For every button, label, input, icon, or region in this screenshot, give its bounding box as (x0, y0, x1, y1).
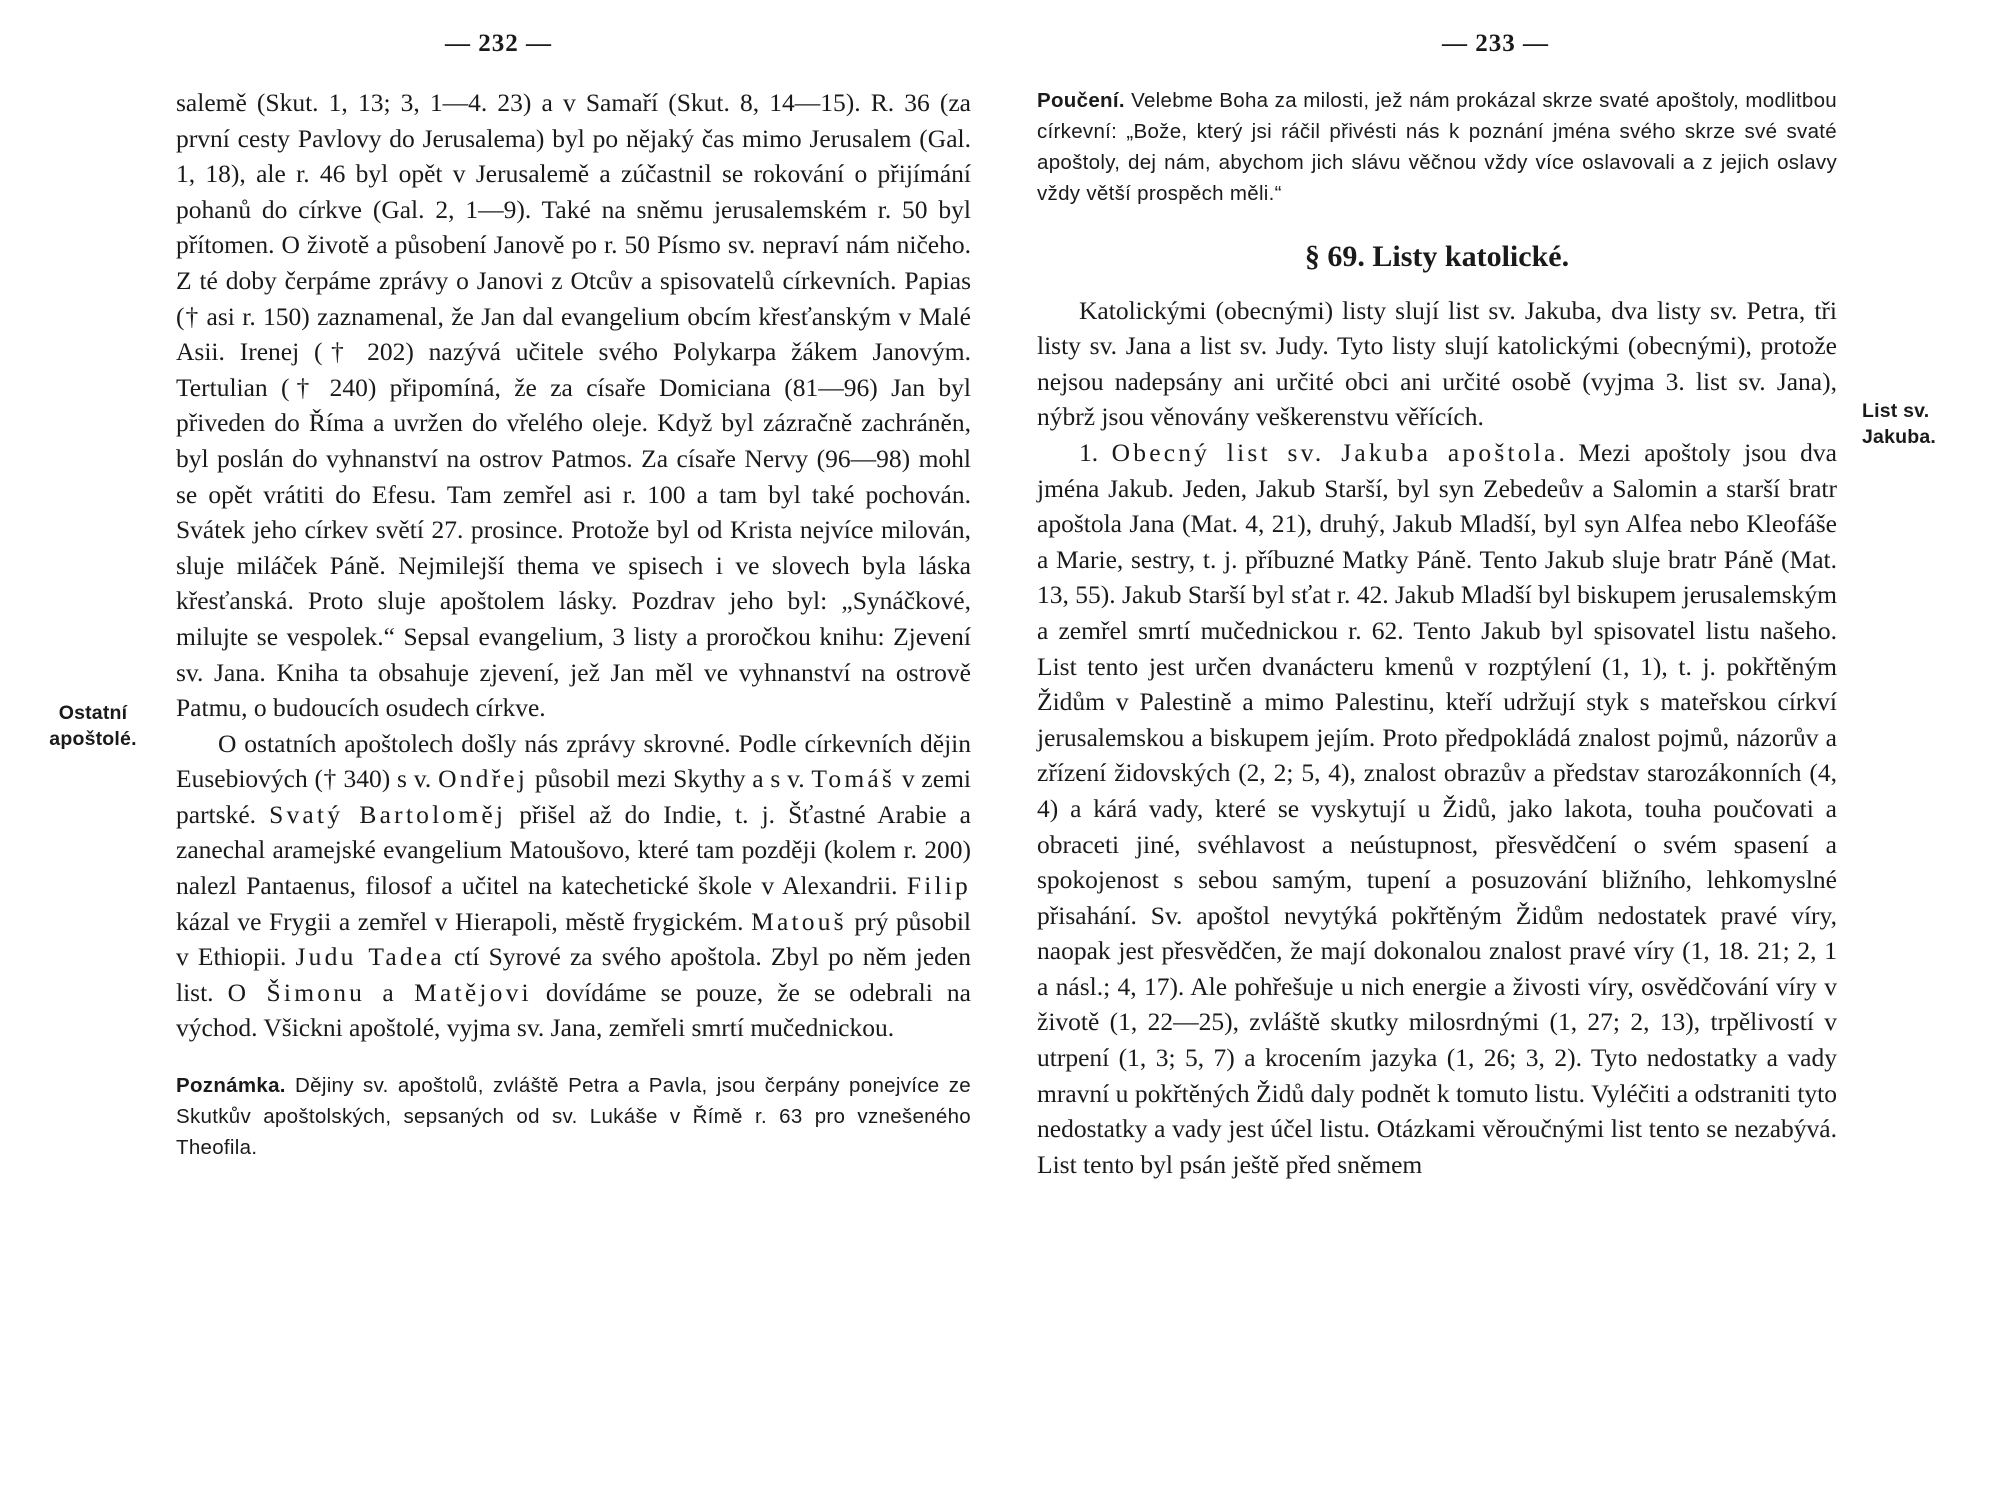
paragraph-james-letter (1037, 435, 1837, 1182)
text-run: v zemi partské. (176, 764, 971, 829)
text-run: dovídáme se pouze, že se odebrali na východ. Všickni apoštolé, vyjma sv. Jana, zemřeli smrtí mučednickou. (176, 977, 971, 1043)
lesson-text: Velebme Boha za milosti, jež nám prokázal skrze svaté apoštoly, modlitbou církevní: „Bože, který jsi ráčil přivésti nás k poznání jména svého skrze své svaté apoštoly, dej nám, abychom jich slávu věčnou vždy více oslavovali a z jejich oslavy vždy větší prospěch měli.“ (1037, 89, 1837, 205)
emphasis-spaced: Tomáš (811, 764, 896, 794)
text-run: O ostatních apoštolech došly nás zprávy skrovné. Podle církevních dějin Eusebiových († 340) s v. (176, 728, 971, 794)
emphasis-spaced: Matouš (751, 906, 847, 936)
emphasis-spaced: Filip (906, 871, 971, 901)
emphasis-spaced: Ondřej (438, 764, 529, 794)
lesson-label: Poučení. (1037, 89, 1125, 112)
marginal-note-right: List sv. Jakuba. (1862, 400, 1937, 448)
emphasis-spaced: Judu Tadea (295, 942, 445, 972)
text-run: ctí Syrové za svého apoštola. Zbyl po něm jeden list. (176, 942, 972, 1007)
footnote-text: Dějiny sv. apoštolů, zvláště Petra a Pavla, jsou čerpány ponejvíce ze Skutkův apoštolských, sepsaných od sv. Lukáše v Římě r. 63 pro vznešeného Theofila. (176, 1074, 971, 1160)
emphasis-spaced: Obecný list sv. Jakuba apoštola (1111, 437, 1559, 467)
text-run: 1. (1079, 437, 1112, 467)
right-page-body (1037, 85, 1837, 1182)
paragraph-catholic-letters: Katolickými (obecnými) listy slují list sv. Jakuba, dva listy sv. Petra, tři listy sv. Jana a list sv. Judy. Tyto listy slují katolickými (obecnými), protože nejsou nadepsány ani určité obci ani určité osobě (vyjma 3. list sv. Jana), nýbrž jsou věnovány veškerenstvu věřících. (1037, 295, 1837, 432)
footnote-poznamka (176, 1070, 971, 1163)
section-heading: § 69. Listy katolické. (1304, 240, 1570, 273)
text-run: . Mezi apoštoly jsou dva jména Jakub. Jeden, Jakub Starší, byl syn Zebedeův a Salomin a starší bratr apoštola Jana (Mat. 4, 21), druhý, Jakub Mladší, byl syn Alfea nebo Kleofáše a Marie, sestry, t. j. příbuzné Matky Páně. Tento Jakub sluje bratr Páně (Mat. 13, 55). Jakub Starší byl sťat r. 42. Jakub Mladší byl biskupem jerusalemským a zemřel smrtí mučednickou r. 62. Tento Jakub byl spisovatel listu našeho. List tento jest určen dvanácteru kmenů v rozptýlení (1, 1), t. j. pokřtěným Židům v Palestině a mimo Palestinu, kteří udržují styk s mateřskou církví jerusalemskou a biskupem jejím. Proto předpokládá znalost pojmů, názorův a zřízení židovských (2, 2; 5, 4), znalost obrazův a představ starozákonních (4, 4) a kárá vady, které se vyskytují u Židů, jako lakota, touha poučovati a obraceti jiné, svéhlavost a neústupnost, přesvědčení o svém spasení a spokojenost s sebou samým, tupení a posuzování bližního, lehkomyslné přisahání. Sv. apoštol nevytýká pokřtěným Židům nedostatek pravé víry, naopak jest přesvědčen, že mají dokonalou znalost pravé víry (1, 18. 21; 2, 1 a násl.; 4, 17). Ale pohřešuje u nich energie a živosti víry, osvědčování víry v životě (1, 22—25), zvláště skutky milosrdnými (1, 27; 2, 13), trpělivostí v utrpení (1, 3; 5, 7) a krocením jazyka (1, 26; 3, 2). Tyto nedostatky a vady mravní u pokřtěných Židů daly podnět k tomuto listu. Vyléčiti a odstraniti tyto nedostatky a vady jest účel listu. Otázkami věroučnými list tento se nezabývá. List tento byl psán ještě před sněmem (1037, 437, 1837, 1179)
right-page (997, 0, 1994, 1500)
paragraph-apostles (176, 726, 971, 1046)
emphasis-spaced: O Šimonu a Matějovi (227, 977, 532, 1007)
page-number-left: — 232 — (445, 30, 552, 57)
marginal-note-left: Ostatní apoštolé. (49, 702, 137, 750)
text-run: kázal ve Frygii a zemřel v Hierapoli, městě frygickém. (176, 906, 752, 936)
page-number-right: — 233 — (1442, 30, 1549, 57)
lesson-pouceni (1037, 85, 1837, 209)
text-run: prý působil v Ethiopii. (176, 906, 972, 972)
text-run: přišel až do Indie, t. j. Šťastné Arabie a zanechal aramejské evangelium Matoušovo, které tam později (kolem r. 200) nalezl Pantaenus, filosof a učitel na katechetické škole v Alexandrii. (176, 799, 971, 901)
paragraph: salemě (Skut. 1, 13; 3, 1—4. 23) a v Samaří (Skut. 8, 14—15). R. 36 (za první cesty Pavlovy do Jerusalema) byl po nějaký čas mimo Jerusalem (Gal. 1, 18), ale r. 46 byl opět v Jerusalemě a zúčastnil se rokování o přijímání pohanů do církve (Gal. 2, 1—9). Také na sněmu jerusalemském r. 50 byl přítomen. O životě a působení Janově po r. 50 Písmo sv. nepraví nám ničeho. Z té doby čerpáme zprávy o Janovi z Otcův a spisovatelů církevních. Papias († asi r. 150) zaznamenal, že Jan dal evangelium obcím křesťanským v Malé Asii. Irenej († 202) nazývá učitele svého Polykarpa žákem Janovým. Tertulian († 240) připomíná, že za císaře Domiciana (81—96) Jan byl přiveden do Říma a uvržen do vřelého oleje. Když byl zázračně zachráněn, byl poslán do vyhnanství na ostrov Patmos. Za císaře Nervy (96—98) mohl se opět vrátiti do Efesu. Tam zemřel asi r. 100 a tam byl také pochován. Svátek jeho církev světí 27. prosince. Protože byl od Krista nejvíce milován, sluje miláček Páně. Nejmilejší thema ve spisech i ve slovech byla láska křesťanská. Proto sluje apoštolem lásky. Pozdrav jeho byl: „Synáčkové, milujte se vespolek.“ Sepsal evangelium, 3 listy a proročkou knihu: Zjevení sv. Jana. Kniha ta obsahuje zjevení, jež Jan měl ve vyhnanství na ostrově Patmu, o budoucích osudech církve. (176, 88, 971, 723)
emphasis-spaced: Svatý Bartoloměj (269, 799, 507, 829)
left-page-body (176, 85, 971, 1163)
text-run: působil mezi Skythy a s v. (528, 764, 812, 794)
footnote-label: Poznámka. (176, 1074, 286, 1098)
